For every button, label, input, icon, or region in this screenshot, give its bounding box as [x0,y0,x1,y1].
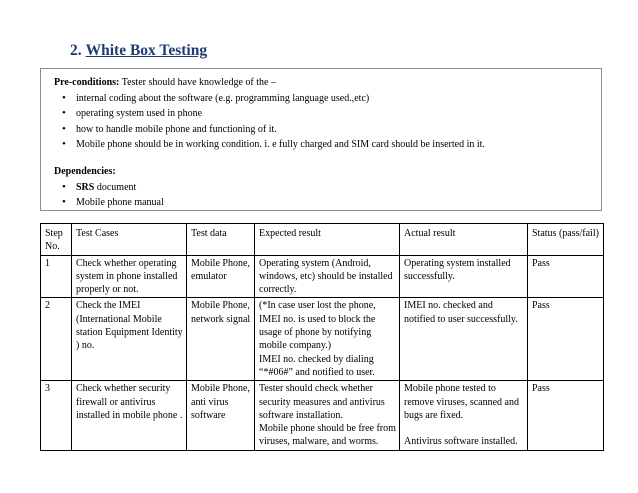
header-status: Status (pass/fail) [528,224,604,256]
list-item: • Mobile phone manual [76,195,601,211]
cell-status: Pass [528,255,604,298]
table-header-row [41,224,604,256]
expected-note: Tester should check whether security measures and antivirus software installation. [259,383,385,421]
line-gap [404,422,524,435]
section-title: White Box Testing [85,42,208,59]
cell-step: 2 [41,298,72,381]
cell-test-data: Mobile Phone, anti virus software [187,381,255,450]
section-heading [70,42,207,60]
cell-expected [255,381,400,450]
actual-note: Mobile phone tested to remove viruses, scanned and bugs are fixed. [404,383,519,421]
expected-note: (*In case user lost the phone, IMEI no. is used to block the usage of phone by notifying mobile company.) [259,300,376,352]
cell-test-case: Check whether security firewall or antivirus installed in mobile phone . [72,381,187,450]
table-row [41,255,604,298]
cell-actual [400,381,528,450]
srs-label: SRS [76,181,95,193]
test-cases-table [40,223,604,451]
header-actual-result: Actual result [400,224,528,256]
cell-step: 3 [41,381,72,450]
header-step: Step No. [41,224,72,256]
table-row [41,298,604,381]
cell-status: Pass [528,381,604,450]
list-item: • internal coding about the software (e.g. programming language used.,etc) [76,91,601,107]
dependencies-list [54,180,601,211]
list-item: • operating system used in phone [76,106,601,122]
cell-test-data: Mobile Phone, network signal [187,298,255,381]
list-item: • how to handle mobile phone and functioning of it. [76,122,601,138]
actual-detail: Antivirus software installed. [404,436,518,448]
cell-test-case: Check the IMEI (International Mobile station Equipment Identity ) no. [72,298,187,381]
cell-test-data: Mobile Phone, emulator [187,255,255,298]
cell-actual: Operating system installed successfully. [400,255,528,298]
header-expected-result: Expected result [255,224,400,256]
cell-actual: IMEI no. checked and notified to user successfully. [400,298,528,381]
preconditions-box [40,68,602,211]
header-test-data: Test data [187,224,255,256]
cell-status: Pass [528,298,604,381]
header-test-cases: Test Cases [72,224,187,256]
table-row [41,381,604,450]
list-item: • Mobile phone should be in working condition. i. e fully charged and SIM card should be inserted in it. [76,137,601,153]
preconditions-list [54,91,601,153]
expected-detail: Mobile phone should be free from viruses, malware, and worms. [259,423,396,448]
cell-step: 1 [41,255,72,298]
cell-expected: Operating system (Android, windows, etc) should be installed correctly. [255,255,400,298]
expected-detail: IMEI no. checked by dialing “*#06#” and notified to user. [259,353,375,378]
cell-expected [255,298,400,381]
preconditions-label: Pre-conditions: [54,77,120,88]
list-item [76,180,601,196]
cell-test-case: Check whether operating system in phone installed properly or not. [72,255,187,298]
srs-text: document [94,181,137,193]
preconditions-intro [54,75,601,91]
section-number: 2. [70,42,82,59]
dependencies-label: Dependencies: [54,165,116,177]
preconditions-text: Tester should have knowledge of the – [119,77,276,88]
